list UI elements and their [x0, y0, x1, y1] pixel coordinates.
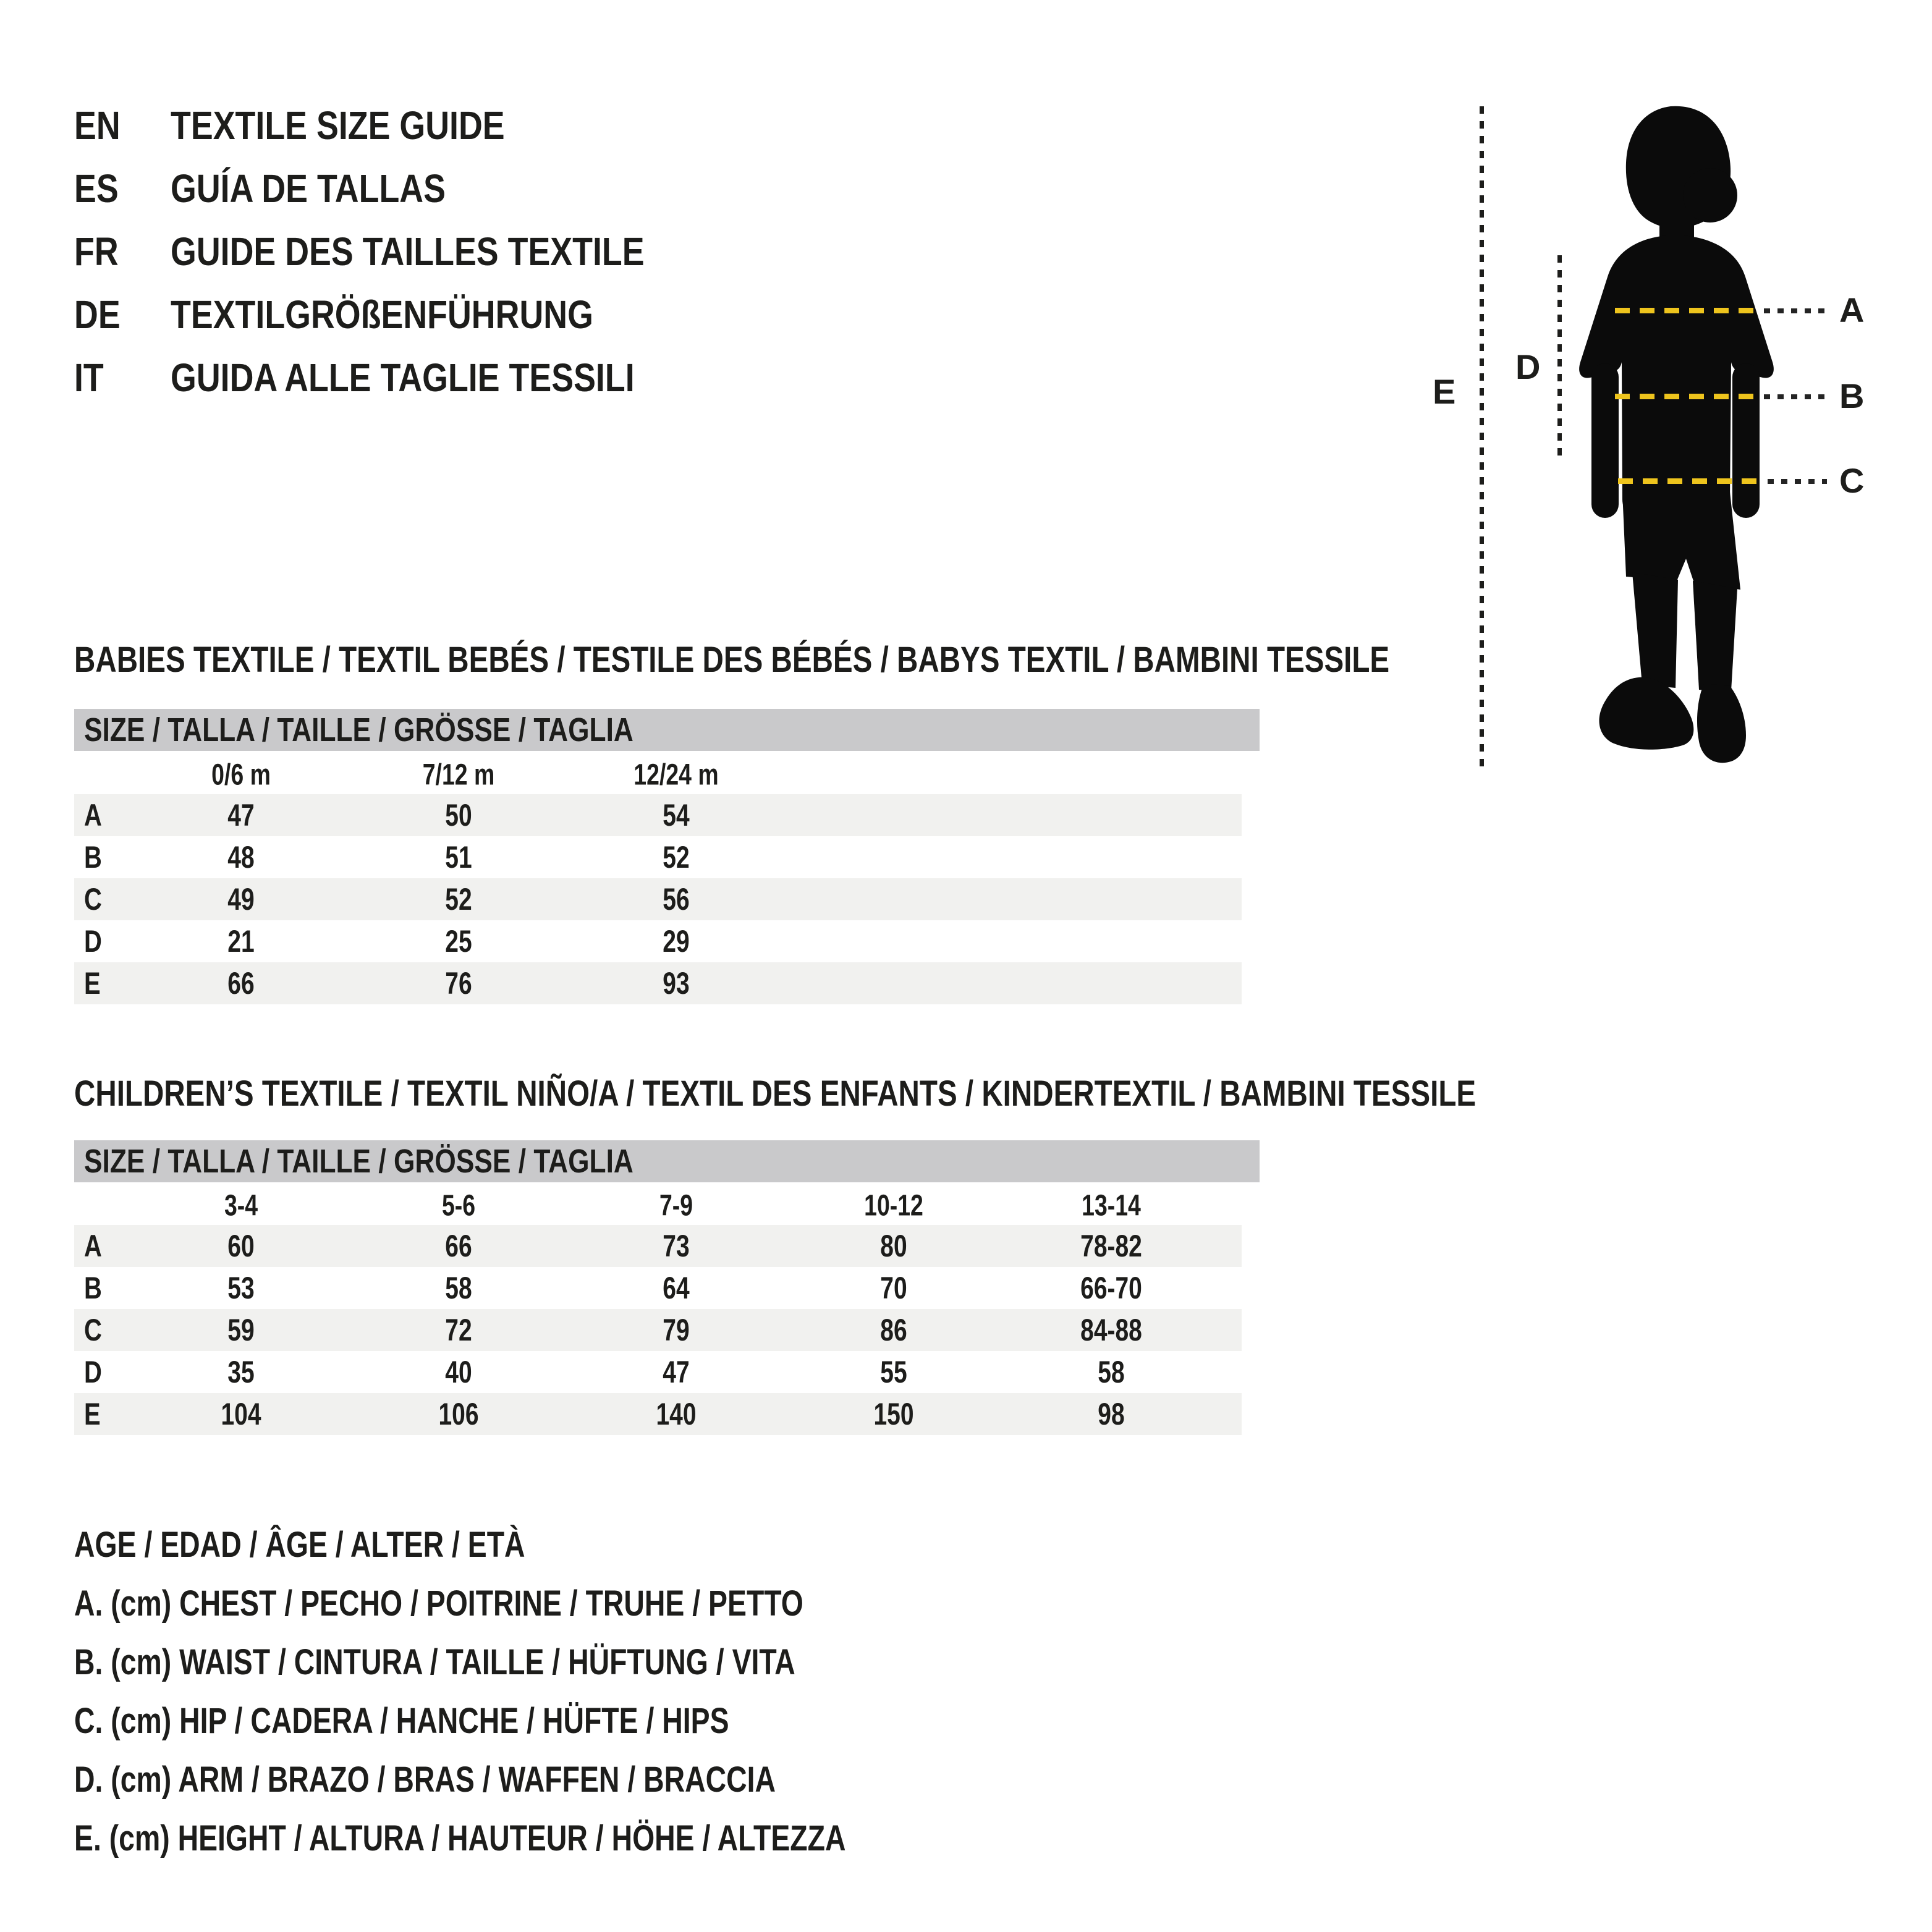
cell-value: 49	[227, 882, 255, 917]
row-label: C	[84, 882, 102, 917]
language-title: GUÍA DE TALLAS	[171, 166, 446, 211]
legend-text: D. (cm) ARM / BRAZO / BRAS / WAFFEN / BRACCIA	[74, 1760, 776, 1800]
cell-value: 56	[663, 882, 690, 917]
cell-value: 140	[656, 1397, 697, 1431]
hip-measure-line-c	[1618, 478, 1765, 484]
babies-table-row-d	[74, 920, 1242, 962]
cell-value: 50	[445, 798, 472, 833]
silhouette-right-arm	[1732, 363, 1760, 518]
silhouette-left-arm	[1591, 363, 1619, 518]
language-code: FR	[74, 229, 119, 274]
language-title: TEXTILGRÖßENFÜHRUNG	[171, 292, 593, 337]
cell-value: 64	[663, 1271, 690, 1305]
children-size-header-bar	[74, 1140, 1260, 1182]
babies-table-row-e	[74, 962, 1242, 1004]
children-column-header: 7-9	[659, 1189, 693, 1222]
row-label: A	[84, 1229, 102, 1263]
figure-label-b: B	[1839, 376, 1865, 415]
arm-dotted-line-d	[1557, 255, 1562, 460]
figure-label-a: A	[1839, 290, 1865, 329]
children-column-header: 5-6	[441, 1189, 476, 1222]
legend-line-chest	[74, 1583, 986, 1624]
silhouette-left-shoe	[1599, 677, 1693, 750]
children-table-row-c	[74, 1309, 1242, 1351]
babies-size-header-bar	[74, 709, 1260, 751]
language-code: DE	[74, 292, 121, 337]
children-table-row-d	[74, 1351, 1242, 1393]
language-title: GUIDA ALLE TAGLIE TESSILI	[171, 355, 635, 400]
cell-value: 106	[438, 1397, 479, 1431]
cell-value: 150	[873, 1397, 914, 1431]
cell-value: 52	[663, 840, 690, 875]
babies-table-row-c	[74, 878, 1242, 920]
cell-value: 35	[227, 1355, 255, 1389]
cell-value: 40	[445, 1355, 472, 1389]
legend-line-age	[74, 1527, 638, 1563]
cell-value: 98	[1098, 1397, 1125, 1431]
cell-value: 104	[221, 1397, 261, 1431]
children-section-title	[74, 1076, 1784, 1112]
language-row-en	[74, 94, 939, 157]
cell-value: 47	[663, 1355, 690, 1389]
cell-value: 76	[445, 966, 472, 1001]
cell-value: 84-88	[1080, 1313, 1142, 1347]
babies-table-row-b	[74, 836, 1242, 878]
children-table-row-a	[74, 1225, 1242, 1267]
cell-value: 66	[227, 966, 255, 1001]
cell-value: 25	[445, 924, 472, 959]
language-row-de	[74, 283, 939, 346]
cell-value: 58	[445, 1271, 472, 1305]
language-title: GUIDE DES TAILLES TEXTILE	[171, 229, 645, 274]
cell-value: 53	[227, 1271, 255, 1305]
figure-label-c: C	[1839, 461, 1865, 500]
cell-value: 80	[880, 1229, 907, 1263]
row-label: C	[84, 1313, 102, 1347]
cell-value: 54	[663, 798, 690, 833]
cell-value: 58	[1098, 1355, 1125, 1389]
cell-value: 52	[445, 882, 472, 917]
cell-value: 48	[227, 840, 255, 875]
language-row-es	[74, 157, 939, 220]
row-label: E	[84, 966, 101, 1001]
cell-value: 73	[663, 1229, 690, 1263]
babies-size-header-text: SIZE / TALLA / TAILLE / GRÖSSE / TAGLIA	[84, 711, 633, 748]
language-row-fr	[74, 220, 939, 283]
legend-text: A. (cm) CHEST / PECHO / POITRINE / TRUHE / PETTO	[74, 1583, 803, 1624]
cell-value: 51	[445, 840, 472, 875]
cell-value: 47	[227, 798, 255, 833]
language-code: ES	[74, 166, 119, 211]
children-section-title-text: CHILDREN’S TEXTILE / TEXTIL NIÑO/A / TEXTIL DES ENFANTS / KINDERTEXTIL / BAMBINI TESSILE	[74, 1074, 1477, 1114]
cell-value: 66	[445, 1229, 472, 1263]
babies-column-header: 12/24 m	[633, 758, 719, 792]
row-label: D	[84, 924, 102, 959]
legend-text: E. (cm) HEIGHT / ALTURA / HAUTEUR / HÖHE / ALTEZZA	[74, 1818, 846, 1858]
cell-value: 59	[227, 1313, 255, 1347]
legend-line-waist	[74, 1642, 976, 1682]
cell-value: 79	[663, 1313, 690, 1347]
babies-column-header: 0/6 m	[211, 758, 271, 792]
legend-text: B. (cm) WAIST / CINTURA / TAILLE / HÜFTUNG / VITA	[74, 1642, 795, 1682]
language-code: EN	[74, 103, 121, 148]
figure-label-e: E	[1433, 372, 1456, 411]
row-label: E	[84, 1397, 101, 1431]
children-column-header: 3-4	[224, 1189, 258, 1222]
children-table-row-e	[74, 1393, 1242, 1435]
row-label: B	[84, 840, 102, 875]
cell-value: 55	[880, 1355, 907, 1389]
children-column-header: 10-12	[864, 1189, 923, 1222]
language-code: IT	[74, 355, 104, 400]
cell-value: 21	[227, 924, 255, 959]
row-label: A	[84, 798, 102, 833]
figure-label-d: D	[1515, 347, 1541, 386]
language-title: TEXTILE SIZE GUIDE	[171, 103, 505, 148]
cell-value: 86	[880, 1313, 907, 1347]
chest-measure-line-a	[1615, 308, 1761, 313]
row-label: B	[84, 1271, 102, 1305]
babies-table-row-a	[74, 794, 1242, 836]
cell-value: 78-82	[1080, 1229, 1142, 1263]
cell-value: 72	[445, 1313, 472, 1347]
silhouette-right-shoe	[1697, 684, 1746, 763]
chest-pointer-line-a	[1764, 308, 1827, 313]
legend-line-height	[74, 1818, 1039, 1858]
cell-value: 66-70	[1080, 1271, 1142, 1305]
legend-line-hip	[74, 1703, 892, 1739]
children-size-header-text: SIZE / TALLA / TAILLE / GRÖSSE / TAGLIA	[84, 1143, 633, 1180]
babies-column-header: 7/12 m	[422, 758, 495, 792]
cell-value: 93	[663, 966, 690, 1001]
cell-value: 70	[880, 1271, 907, 1305]
waist-pointer-line-b	[1764, 394, 1827, 399]
cell-value: 60	[227, 1229, 255, 1263]
hip-pointer-line-c	[1768, 479, 1827, 484]
children-column-header: 13-14	[1082, 1189, 1141, 1222]
children-table-row-b	[74, 1267, 1242, 1309]
cell-value: 29	[663, 924, 690, 959]
babies-section-title	[74, 642, 1678, 678]
legend-line-arm	[74, 1762, 951, 1798]
babies-section-title-text: BABIES TEXTILE / TEXTIL BEBÉS / TESTILE DES BÉBÉS / BABYS TEXTIL / BAMBINI TESSILE	[74, 640, 1390, 680]
waist-measure-line-b	[1615, 394, 1761, 399]
silhouette-right-leg	[1693, 581, 1737, 691]
legend-text: C. (cm) HIP / CADERA / HANCHE / HÜFTE / HIPS	[74, 1701, 729, 1741]
language-row-it	[74, 346, 939, 409]
row-label: D	[84, 1355, 102, 1389]
legend-text: AGE / EDAD / ÂGE / ALTER / ETÀ	[74, 1525, 525, 1565]
